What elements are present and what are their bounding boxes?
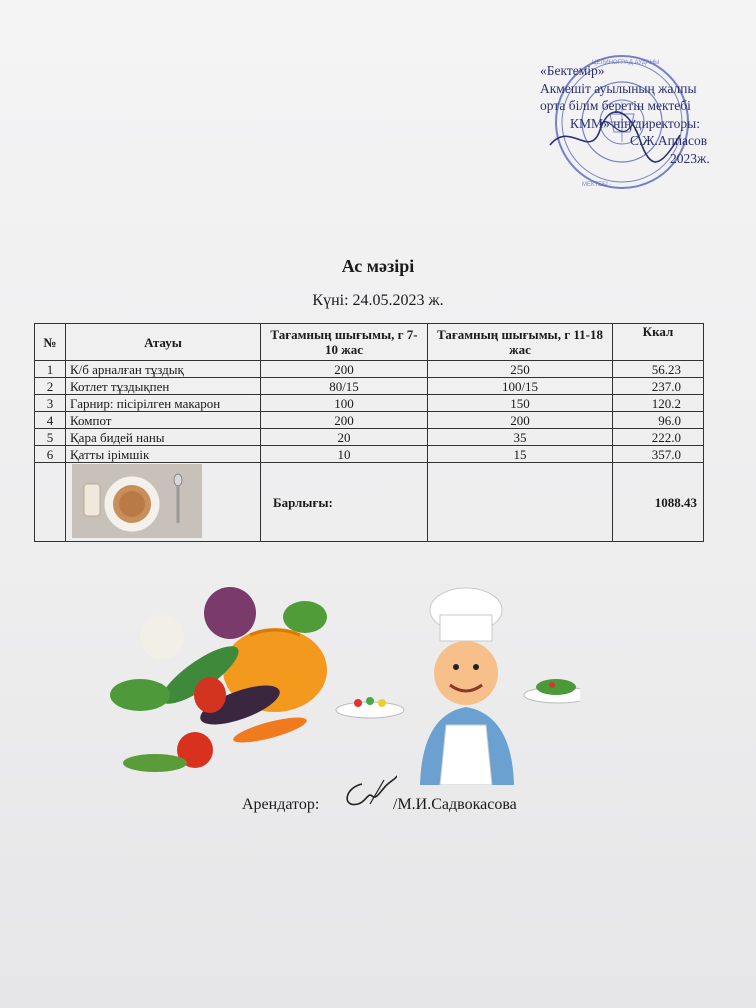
row-portion-7-10: 200 <box>261 361 428 378</box>
row-name: Қара бидей наны <box>66 429 261 446</box>
leaf <box>283 601 327 633</box>
row-portion-11-18: 150 <box>428 395 613 412</box>
total-row <box>35 463 704 542</box>
director-name: С.Ж.Аппасов <box>630 133 708 148</box>
row-portion-11-18: 35 <box>428 429 613 446</box>
spoon <box>174 474 182 486</box>
approval-line-3: орта білім беретін мектебі <box>540 98 691 113</box>
tenant-name: /М.И.Садвокасова <box>393 796 517 813</box>
bread-slice <box>84 484 100 516</box>
row-portion-7-10: 80/15 <box>261 378 428 395</box>
row-kcal: 96.0 <box>613 412 704 429</box>
row-portion-11-18: 200 <box>428 412 613 429</box>
bell-pepper <box>194 677 226 713</box>
red-cabbage <box>204 587 256 639</box>
row-name: Компот <box>66 412 261 429</box>
row-kcal: 120.2 <box>613 395 704 412</box>
row-num: 1 <box>35 361 66 378</box>
table-row <box>35 395 704 412</box>
table-row <box>35 429 704 446</box>
row-num: 4 <box>35 412 66 429</box>
row-kcal: 56.23 <box>613 361 704 378</box>
meal-photo <box>72 464 202 538</box>
approval-line-4: КММ» нің директоры: <box>570 115 700 131</box>
row-num: 2 <box>35 378 66 395</box>
row-num: 6 <box>35 446 66 463</box>
svg-text:ЦЕЛИНОГРАД АУДАНЫ: ЦЕЛИНОГРАД АУДАНЫ <box>592 60 660 66</box>
table-row <box>35 378 704 395</box>
row-name: К/б арналған тұздық <box>66 361 261 378</box>
chef-face <box>434 641 498 705</box>
table-row <box>35 412 704 429</box>
row-portion-7-10: 10 <box>261 446 428 463</box>
table-row <box>35 361 704 378</box>
header-name: Атауы <box>66 324 261 361</box>
total-kcal: 1088.43 <box>613 463 704 542</box>
total-num-cell <box>35 463 66 542</box>
meal-photo-cell <box>66 463 261 542</box>
row-name: Гарнир: пісірілген макарон <box>66 395 261 412</box>
approval-line-1: «Бектемір» <box>540 63 605 78</box>
row-portion-11-18: 100/15 <box>428 378 613 395</box>
row-portion-7-10: 200 <box>261 412 428 429</box>
row-portion-11-18: 15 <box>428 446 613 463</box>
header-num: № <box>35 324 66 361</box>
row-portion-7-10: 20 <box>261 429 428 446</box>
row-kcal: 222.0 <box>613 429 704 446</box>
approval-block <box>540 62 740 167</box>
page-title: Ас мәзірі <box>341 256 415 276</box>
header-portion-11-18: Тағамның шығымы, г 11-18 жас <box>428 324 613 361</box>
tenant-signature <box>340 774 400 814</box>
table-header-row <box>35 324 704 361</box>
approval-line-2: Акмешіт ауылының жалпы <box>540 80 697 96</box>
svg-text:МЕКТЕБІ ·: МЕКТЕБІ · <box>582 182 612 188</box>
row-num: 3 <box>35 395 66 412</box>
header-portion-7-10: Тағамның шығымы, г 7-10 жас <box>261 324 428 361</box>
greens <box>110 679 170 711</box>
row-name: Котлет тұздықпен <box>66 378 261 395</box>
table-row <box>35 446 704 463</box>
tenant-label: Арендатор: <box>242 796 320 813</box>
header-kcal: Ккал <box>613 324 704 361</box>
row-num: 5 <box>35 429 66 446</box>
row-kcal: 237.0 <box>613 378 704 395</box>
row-kcal: 357.0 <box>613 446 704 463</box>
cucumber <box>123 754 187 772</box>
menu-date: Күні: 24.05.2023 ж. <box>312 292 444 309</box>
row-portion-11-18: 250 <box>428 361 613 378</box>
row-portion-7-10: 100 <box>261 395 428 412</box>
total-empty-cell <box>428 463 613 542</box>
approval-year: 2023ж. <box>670 150 710 166</box>
chef-vegetables-illustration <box>100 585 580 785</box>
cauliflower <box>140 615 184 659</box>
menu-table <box>34 323 704 542</box>
total-label: Барлығы: <box>261 463 428 542</box>
row-name: Қатты ірімшік <box>66 446 261 463</box>
